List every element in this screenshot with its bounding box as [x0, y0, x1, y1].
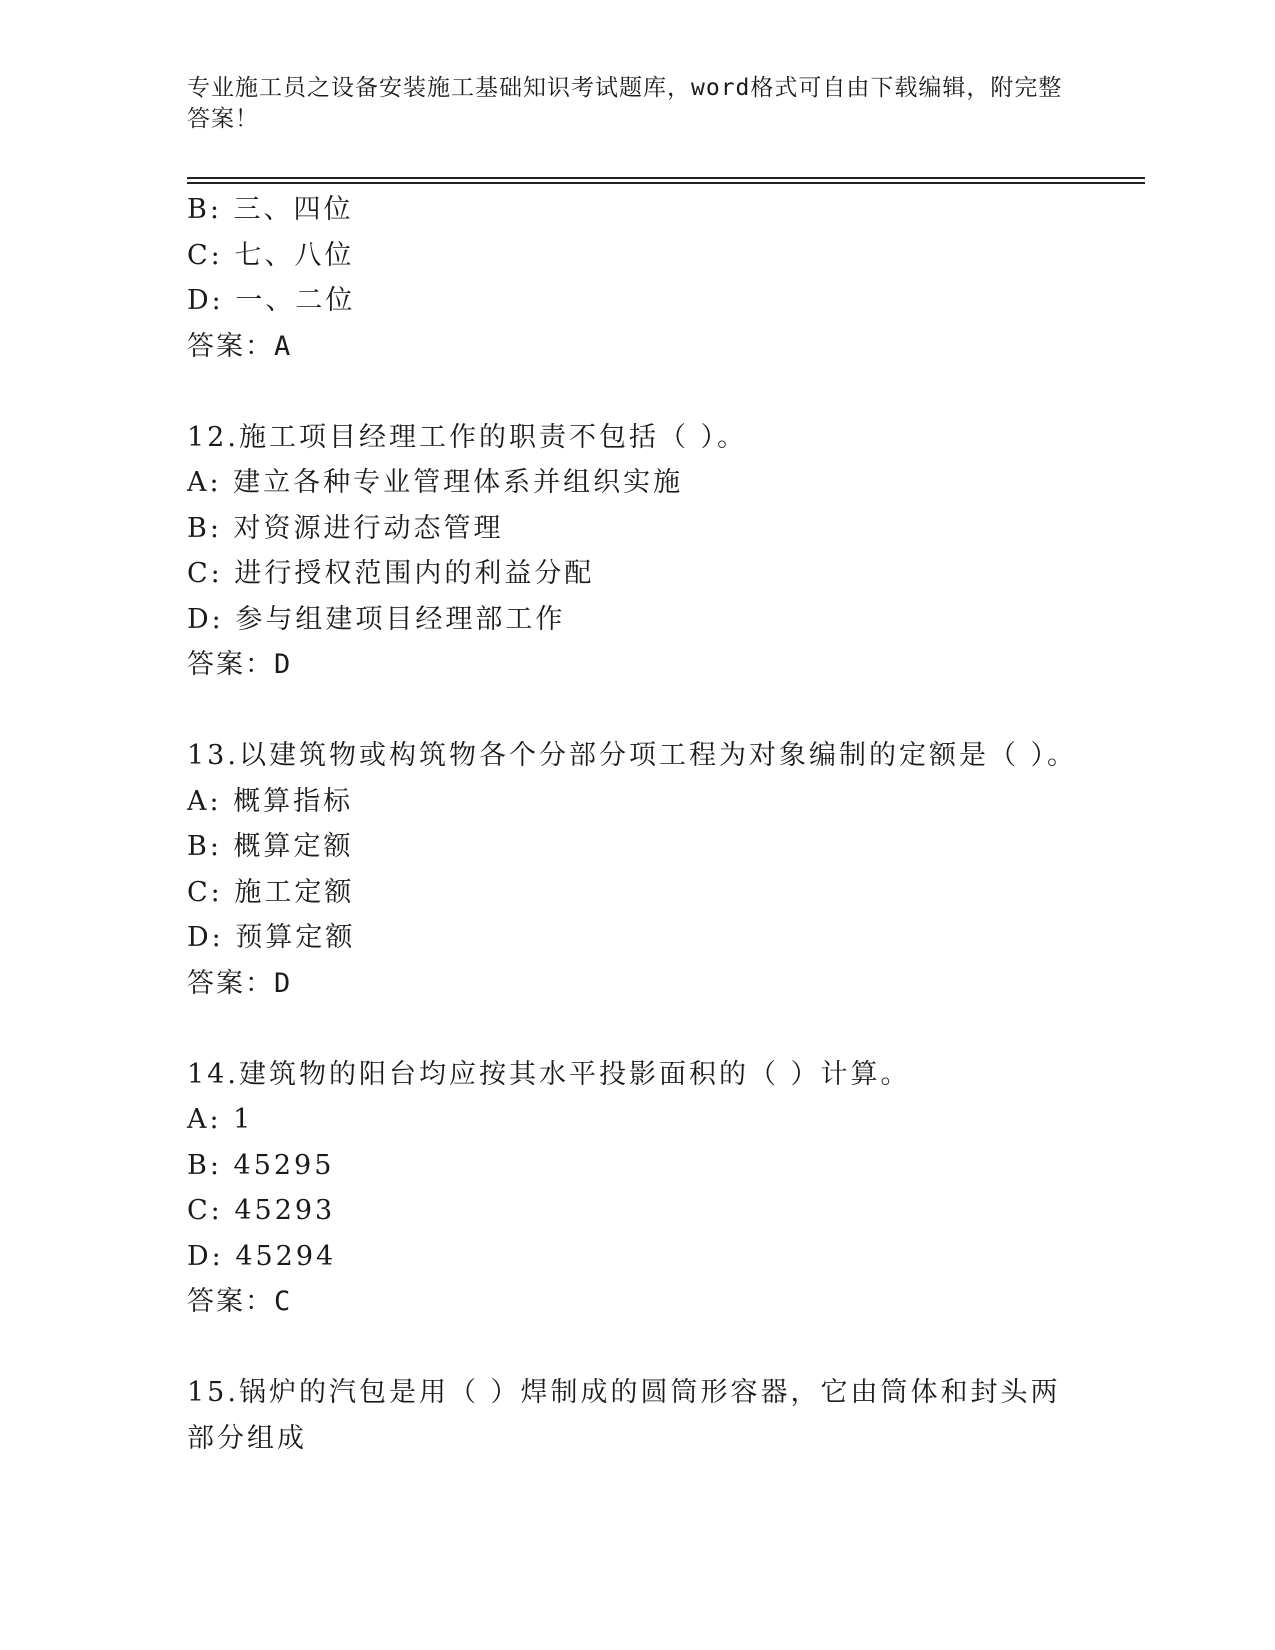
question-list	[187, 187, 1145, 1461]
question-11-tail	[187, 187, 1145, 369]
spacer	[187, 688, 1145, 734]
question-13	[187, 733, 1145, 1006]
answer-value: D	[274, 649, 293, 680]
option-d: D: 一、二位	[187, 285, 356, 316]
answer-line	[187, 1279, 1145, 1325]
answer-label: 答案：	[187, 1286, 274, 1317]
option-b: B: 三、四位	[187, 194, 354, 225]
option-c: C: 七、八位	[187, 239, 355, 271]
option-d: D: 45294	[187, 1240, 337, 1272]
option-a: A: 概算指标	[187, 785, 354, 817]
answer-line	[187, 642, 1145, 688]
question-stem: 12.施工项目经理工作的职责不包括（ ）。	[187, 421, 748, 453]
option-c: C: 施工定额	[187, 876, 355, 908]
question-14	[187, 1052, 1145, 1325]
option-b: B: 对资源进行动态管理	[187, 512, 504, 544]
option-b: B: 概算定额	[187, 831, 354, 862]
answer-line	[187, 961, 1145, 1007]
answer-value: C	[274, 1286, 293, 1317]
answer-value: A	[274, 330, 293, 362]
spacer	[187, 1006, 1145, 1052]
option-c: C: 进行授权范围内的利益分配	[187, 558, 595, 589]
header-divider-bottom	[187, 182, 1145, 184]
answer-label: 答案：	[187, 967, 274, 999]
question-12	[187, 415, 1145, 688]
question-stem: 14.建筑物的阳台均应按其水平投影面积的（ ）计算。	[187, 1058, 911, 1090]
document-header: 专业施工员之设备安装施工基础知识考试题库，word格式可自由下载编辑，附完整答案！	[187, 75, 1063, 132]
question-15	[187, 1370, 1145, 1461]
spacer	[187, 1325, 1145, 1371]
answer-line	[187, 324, 1145, 370]
question-stem: 13.以建筑物或构筑物各个分部分项工程为对象编制的定额是（ ）。	[187, 740, 1078, 771]
option-d: D: 参与组建项目经理部工作	[187, 603, 566, 635]
option-a: A: 1	[187, 1104, 254, 1135]
option-c: C: 45293	[187, 1195, 336, 1226]
answer-label: 答案：	[187, 649, 274, 680]
option-b: B: 45295	[187, 1149, 335, 1181]
option-a: A: 建立各种专业管理体系并组织实施	[187, 467, 684, 498]
option-d: D: 预算定额	[187, 922, 356, 953]
spacer	[187, 369, 1145, 415]
answer-value: D	[274, 967, 293, 999]
answer-label: 答案：	[187, 330, 274, 362]
header-divider-top	[187, 177, 1145, 179]
question-stem: 15.锅炉的汽包是用（ ）焊制成的圆筒形容器，它由筒体和封头两部分组成	[187, 1377, 1061, 1454]
